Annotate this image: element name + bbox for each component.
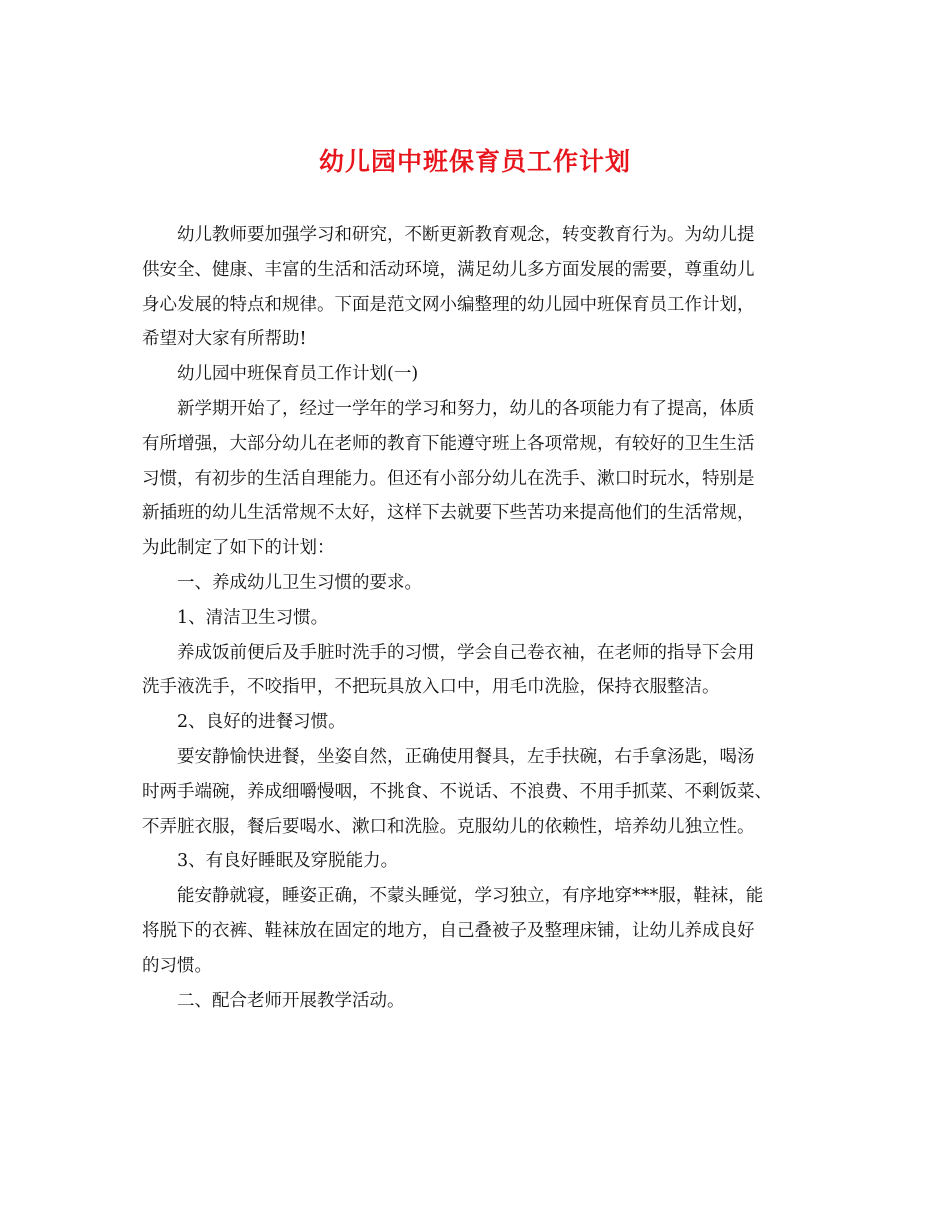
paragraph: [142, 566, 812, 601]
paragraph-line: 养成饭前便后及手脏时洗手的习惯，学会自己卷衣袖，在老师的指导下会用: [177, 642, 755, 663]
paragraph-line: 洗手液洗手，不咬指甲，不把玩具放入口中，用毛巾洗脸，保持衣服整洁。: [142, 677, 720, 698]
paragraph: [142, 601, 812, 636]
paragraph-line: 要安静愉快进餐，坐姿自然，正确使用餐具，左手扶碗，右手拿汤匙，喝汤: [177, 746, 755, 767]
paragraph: [142, 705, 812, 740]
paragraph: [142, 844, 812, 879]
paragraph-line: 时两手端碗，养成细嚼慢咽，不挑食、不说话、不浪费、不用手抓菜、不剩饭菜、: [142, 781, 772, 802]
paragraph-line: 身心发展的特点和规律。下面是范文网小编整理的幼儿园中班保育员工作计划，: [142, 294, 755, 315]
paragraph-line: 有所增强，大部分幼儿在老师的教育下能遵守班上各项常规，有较好的卫生生活: [142, 433, 755, 454]
document-title: 幼儿园中班保育员工作计划: [318, 147, 631, 176]
paragraph: [142, 357, 812, 392]
paragraph: [142, 218, 812, 357]
paragraph-line: 3、有良好睡眠及穿脱能力。: [177, 851, 399, 872]
paragraph-line: 供安全、健康、丰富的生活和活动环境，满足幼儿多方面发展的需要，尊重幼儿: [142, 259, 755, 280]
paragraph-line: 幼儿教师要加强学习和研究，不断更新教育观念，转变教育行为。为幼儿提: [177, 225, 755, 245]
paragraph-line: 新插班的幼儿生活常规不太好，这样下去就要下些苦功来提高他们的生活常规，: [142, 503, 755, 524]
paragraph-line: 1、清洁卫生习惯。: [177, 607, 329, 628]
paragraph: [142, 740, 812, 844]
paragraph: [142, 879, 812, 983]
paragraph-line: 希望对大家有所帮助!: [142, 329, 307, 350]
document-body: [142, 218, 812, 1018]
paragraph-line: 将脱下的衣裤、鞋袜放在固定的地方，自己叠被子及整理床铺，让幼儿养成良好: [142, 920, 755, 941]
paragraph-line: 二、配合老师开展教学活动。: [177, 990, 405, 1011]
paragraph-line: 能安静就寝，睡姿正确，不蒙头睡觉，学习独立，有序地穿***服，鞋袜，能: [177, 886, 764, 907]
paragraph: [142, 392, 812, 566]
paragraph-line: 为此制定了如下的计划：: [142, 538, 335, 559]
paragraph-line: 习惯，有初步的生活自理能力。但还有小部分幼儿在洗手、漱口时玩水，特别是: [142, 468, 755, 489]
paragraph-line: 的习惯。: [142, 955, 212, 976]
paragraph-line: 新学期开始了，经过一学年的学习和努力，幼儿的各项能力有了提高，体质: [177, 398, 755, 419]
paragraph-line: 不弄脏衣服，餐后要喝水、漱口和洗脸。克服幼儿的依赖性，培养幼儿独立性。: [142, 816, 755, 837]
paragraph-line: 幼儿园中班保育员工作计划(一): [177, 364, 419, 385]
paragraph-line: 2、良好的进餐习惯。: [177, 712, 346, 733]
paragraph-line: 一、养成幼儿卫生习惯的要求。: [177, 572, 422, 593]
paragraph: [142, 636, 812, 706]
paragraph: [142, 984, 812, 1019]
